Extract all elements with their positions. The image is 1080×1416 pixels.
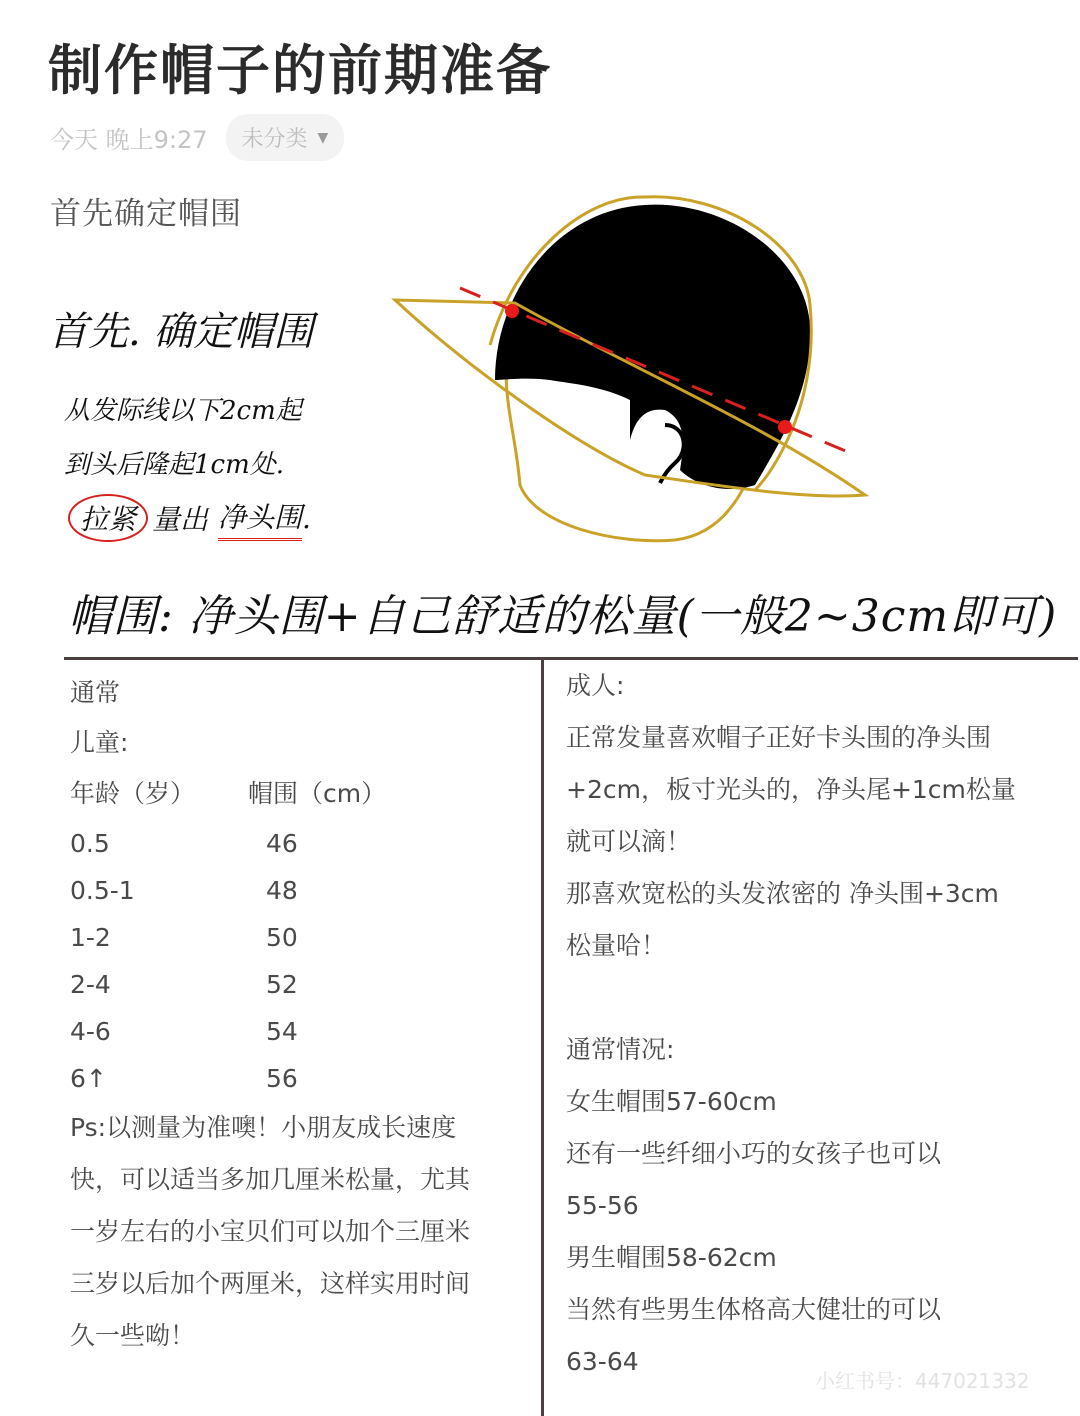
age-cell: 1-2: [70, 923, 111, 952]
table-row: [70, 961, 532, 1008]
ps-note: [70, 1102, 532, 1362]
adult-line: 正常发量喜欢帽子正好卡头围的净头围: [566, 723, 992, 752]
usual-line: 当然有些男生体格高大健壮的可以: [566, 1295, 942, 1324]
subheading: 首先确定帽围: [50, 196, 242, 232]
handwritten-line-1: 从发际线以下2cm起: [64, 396, 302, 426]
usual-line: 还有一些纤细小巧的女孩子也可以: [566, 1139, 942, 1168]
category-label: 未分类: [241, 127, 308, 152]
measure-point-front: [505, 304, 519, 318]
children-label: 儿童:: [70, 728, 129, 757]
usual-heading: 通常: [70, 678, 121, 707]
category-dropdown[interactable]: [226, 114, 345, 161]
children-size-column: [70, 668, 532, 1362]
table-row: [70, 1008, 532, 1055]
table-row: [70, 867, 532, 914]
page-title: 制作帽子的前期准备: [48, 39, 552, 102]
watermark: 小红书号：447021332: [815, 1369, 1030, 1393]
age-cell: 4-6: [70, 1017, 111, 1046]
adult-line: 那喜欢宽松的头发浓密的 净头围+3cm: [566, 879, 999, 908]
handwritten-line-3: [68, 494, 311, 542]
size-cell: 48: [266, 876, 298, 905]
head-measurement-diagram: [385, 185, 875, 560]
usual-line: 男生帽围58-62cm: [566, 1243, 777, 1272]
size-cell: 50: [266, 923, 298, 952]
table-row: [70, 820, 532, 867]
size-cell: 56: [266, 1064, 298, 1093]
usual-line: 55-56: [566, 1191, 639, 1220]
size-cell: 46: [266, 829, 298, 858]
age-cell: 6↑: [70, 1064, 107, 1093]
vertical-divider: [541, 660, 544, 1416]
column-header-size: 帽围（cm）: [248, 779, 387, 808]
usual-line: 女生帽围57-60cm: [566, 1087, 777, 1116]
table-row: [70, 1055, 532, 1102]
size-cell: 52: [266, 970, 298, 999]
size-cell: 54: [266, 1017, 298, 1046]
adult-heading: 成人:: [566, 671, 625, 700]
underlined-word: 净头围: [218, 496, 302, 541]
handwritten-formula: 帽围: 净头围+自己舒适的松量(一般2~3cm即可): [68, 591, 1058, 642]
adult-line: 松量哈！: [566, 931, 667, 960]
table-header: [70, 768, 532, 820]
handwritten-measure: 量出: [152, 503, 209, 536]
adult-line: +2cm，板寸光头的，净头尾+1cm松量: [566, 775, 1016, 804]
measure-point-back: [778, 420, 792, 434]
timestamp: 今天 晚上9:27: [50, 126, 208, 154]
ps-line: 三岁以后加个两厘米，这样实用时间: [70, 1269, 471, 1298]
age-cell: 2-4: [70, 970, 111, 999]
table-row: [70, 914, 532, 961]
caret-down-icon: ▼: [317, 129, 329, 146]
handwritten-period: .: [302, 501, 311, 535]
age-cell: 0.5: [70, 829, 110, 858]
spacer: [566, 972, 1066, 1024]
age-cell: 0.5-1: [70, 876, 135, 905]
ps-line: 快，可以适当多加几厘米松量，尤其: [70, 1165, 471, 1194]
ear-shape: [660, 425, 684, 483]
column-header-age: 年龄（岁）: [70, 779, 196, 808]
ps-line: 一岁左右的小宝贝们可以加个三厘米: [70, 1217, 471, 1246]
ps-line: Ps:以测量为准噢！小朋友成长速度: [70, 1113, 457, 1142]
ps-line: 久一些呦！: [70, 1321, 196, 1350]
note-meta: [50, 114, 344, 161]
usual-situation-heading: 通常情况:: [566, 1035, 675, 1064]
circled-word: 拉紧: [68, 494, 148, 542]
usual-line: 63-64: [566, 1347, 639, 1376]
adult-size-column: [566, 660, 1066, 1388]
handwritten-heading: 首先. 确定帽围: [48, 309, 314, 355]
handwritten-line-2: 到头后隆起1cm处.: [64, 450, 285, 480]
adult-line: 就可以滴！: [566, 827, 692, 856]
